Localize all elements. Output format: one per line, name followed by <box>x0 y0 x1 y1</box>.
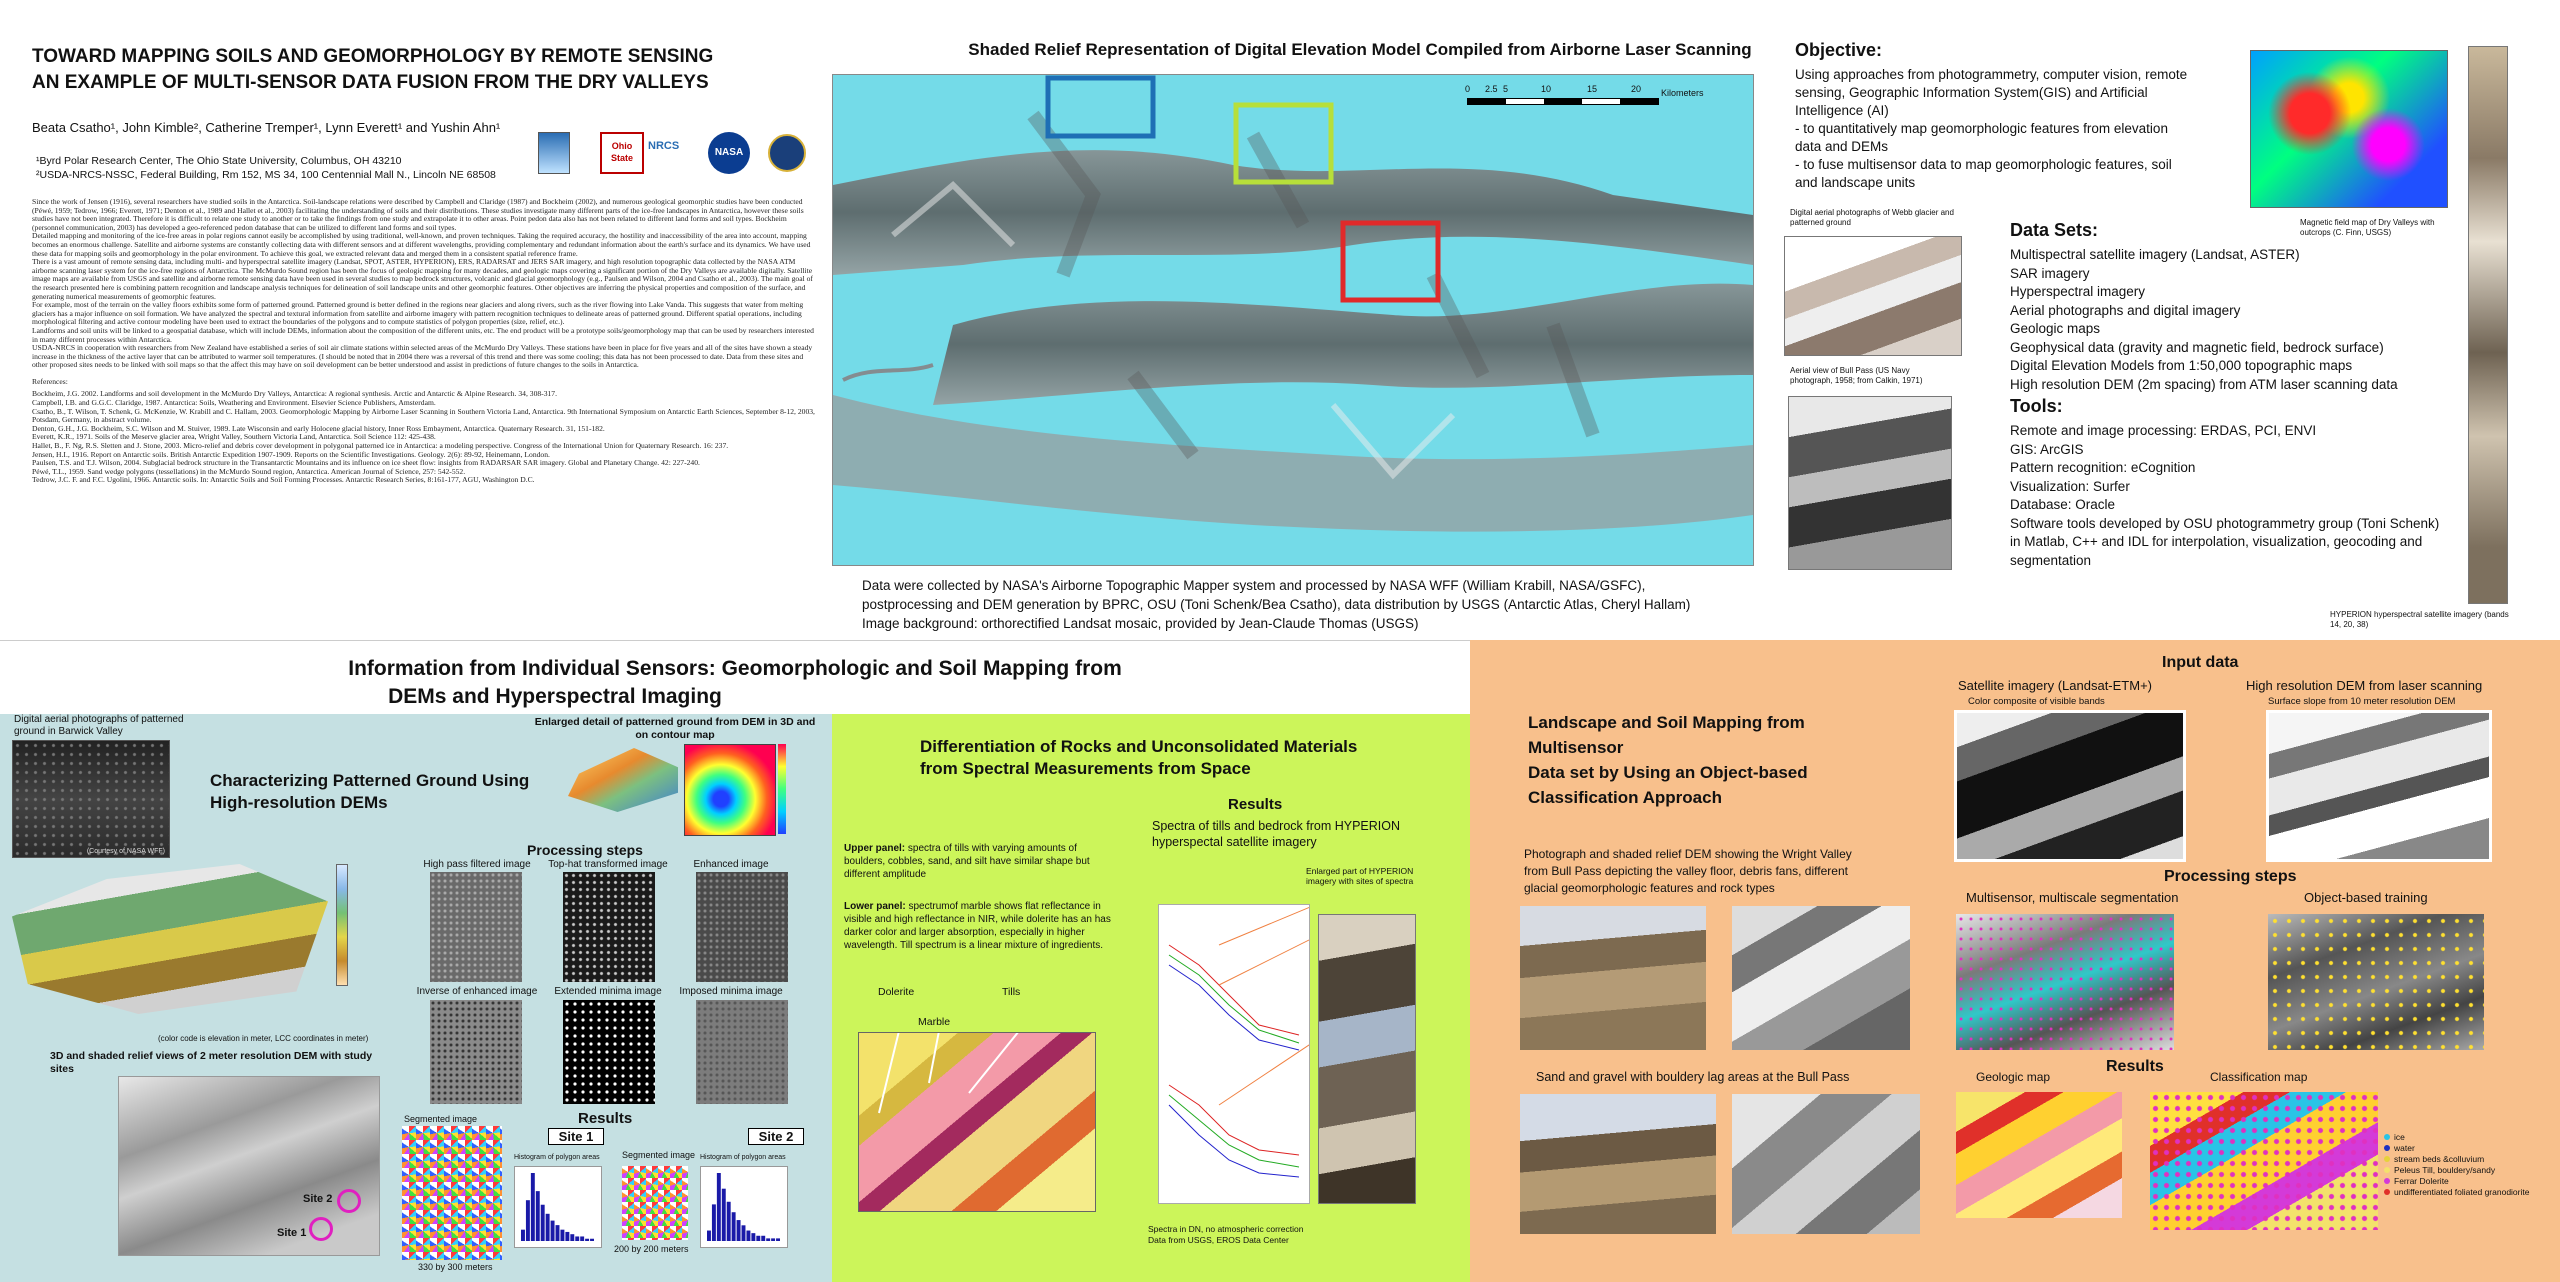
upper-panel-label: Upper panel: <box>844 843 906 854</box>
dataset-item: Hyperspectral imagery <box>2010 284 2146 299</box>
patterned-heading-line1: Characterizing Patterned Ground Using <box>210 771 530 790</box>
affiliation-2: ²USDA-NRCS-NSSC, Federal Building, Rm 152, MS 34, 100 Centennial Mall N., Lincoln NE 68508 <box>36 169 496 181</box>
webb-photo <box>1784 236 1962 356</box>
training-image <box>2268 914 2484 1050</box>
landscape-results-title: Results <box>2106 1058 2164 1075</box>
views-caption: 3D and shaded relief views of 2 meter resolution DEM with study sites <box>50 1050 373 1075</box>
segmented-label: Segmented image <box>404 1114 478 1124</box>
scale-tick: 15 <box>1587 84 1598 94</box>
site1-box: Site 1 <box>548 1128 604 1145</box>
objective-line: - to quantitatively map geomorphologic features from elevation <box>1795 121 2168 136</box>
histogram-bar <box>746 1231 750 1241</box>
histogram-bar <box>737 1220 741 1241</box>
histogram-bar <box>531 1173 535 1241</box>
tool-item: Database: Oracle <box>2010 497 2116 512</box>
histogram-bar <box>526 1200 530 1241</box>
rocks-title <box>920 736 1440 780</box>
reference-item: Paulsen, T.S. and T.J. Wilson, 2004. Subglacial bedrock structure in the Transantarctic Mountains and its influence on ice sheet flow: insights from RADARSAR SAR imagery. Global and Planetary Change. 42: 227-240. <box>32 458 700 468</box>
rocks-panel <box>832 714 1470 1282</box>
histogram-bar <box>756 1236 760 1241</box>
logo-nrcs-text: NRCS <box>648 140 680 152</box>
logo-nasa <box>708 132 750 174</box>
logo-nasa-text: NASA <box>714 147 744 158</box>
objective-line: sensing, Geographic Information System(GIS) and Artificial <box>1795 85 2148 100</box>
poster-title-line2: AN EXAMPLE OF MULTI-SENSOR DATA FUSION FROM THE DRY VALLEYS <box>32 72 709 93</box>
hyperion-enlarged-image <box>1318 914 1416 1204</box>
hyperion-caption: HYPERION hyperspectral satellite imagery (bands 14, 20, 38) <box>2330 610 2509 629</box>
hires-sub: Surface slope from 10 meter resolution DEM <box>2268 696 2456 707</box>
color-code-caption: (color code is elevation in meter, LCC coordinates in meter) <box>158 1034 369 1043</box>
histogram-bar <box>546 1214 550 1241</box>
legend-item <box>2384 1187 2560 1198</box>
dataset-item: SAR imagery <box>2010 265 2090 281</box>
scale-tick: 5 <box>1503 84 1509 94</box>
poster-header <box>32 44 812 96</box>
dem-caption <box>862 576 1762 633</box>
barwick-photo <box>12 740 170 858</box>
landscape-photo-caption <box>1524 846 1944 897</box>
legend-swatch <box>2384 1189 2390 1195</box>
classification-map-result <box>2150 1092 2378 1230</box>
reference-item: Tedrow, J.C. F. and F.C. Ugolini, 1966. Antarctic soils. In: Antarctic Soils and Soil Forming Processes. Antarctic Research Series, 8:161-177, AGU, Washington D.C. <box>32 475 535 485</box>
segmented-image-1 <box>402 1126 502 1260</box>
intro-paragraph: Detailed mapping and monitoring of the ice-free areas in polar regions cannot easily be accomplished by using traditional, well-known, and proven techniques. Taking the required accuracy, the hostility and inaccessibility of the area into account, mapping becomes an enormous challenge. Satellite and airborne systems are constantly collecting data with different sensors and at different wavelengths, providing complementary and redundant information about the earth's surface and its dynamics. We have used these data for mapping soils and geomorphology in the polar environment. To achieve this goal, we extracted relevant data and merged them in a consistent spatial reference frame. <box>32 231 811 258</box>
landscape-photo-line: glacial geomorphologic features and rock types <box>1524 881 1775 895</box>
histogram-bar <box>717 1173 721 1241</box>
objective-line: Intelligence (AI) <box>1795 103 1889 118</box>
geologic-map-rocks <box>858 1032 1096 1212</box>
objective-line: - to fuse multisensor data to map geomorphologic features, soil <box>1795 157 2172 172</box>
landscape-heading <box>1528 710 1888 810</box>
legend-label: Ferrar Dolerite <box>2394 1176 2449 1186</box>
tills-label: Tills <box>1002 986 1021 998</box>
histogram-bar <box>776 1238 780 1241</box>
size-label-1: 330 by 300 meters <box>418 1262 493 1272</box>
dataset-item: Multispectral satellite imagery (Landsat, ASTER) <box>2010 247 2300 262</box>
size-label-2: 200 by 200 meters <box>614 1244 689 1254</box>
reference-item: Csatho, B., T. Wilson, T. Schenk, G. McKenzie, W. Krabill and C. Hallam, 2003. Geomorphologic Mapping by Airborne Laser Scanning in Southern Victoria Land, Antarctica. 9th International Symposium on Antarctic Earth Sciences, September 8-12, 2003, Potsdam, Germany, in abstract volume. <box>32 406 815 425</box>
rocks-results-title: Results <box>1228 796 1283 813</box>
step-label: Extended minima image <box>554 986 662 997</box>
landscape-photo-line: from Bull Pass depicting the valley floor, debris fans, different <box>1524 864 1848 878</box>
input-title: Input data <box>2162 654 2239 671</box>
dataset-item: Aerial photographs and digital imagery <box>2010 302 2241 318</box>
site-2-label: Site 2 <box>303 1193 333 1205</box>
shaded-relief-view <box>118 1076 380 1256</box>
landscape-heading-line1: Landscape and Soil Mapping from Multisensor <box>1528 713 1805 757</box>
landscape-panel <box>1470 640 2560 1282</box>
dolerite-label: Dolerite <box>878 986 915 998</box>
dataset-item: Geophysical data (gravity and magnetic field, bedrock surface) <box>2010 339 2384 355</box>
histogram-bar <box>766 1238 770 1241</box>
histogram-bar <box>585 1239 589 1241</box>
histogram-bar <box>575 1236 579 1241</box>
logo-osu <box>600 132 644 174</box>
legend-label: stream beds &colluvium <box>2394 1154 2485 1164</box>
patterned-heading-line2: High-resolution DEMs <box>210 793 388 812</box>
lower-panel-label: Lower panel: <box>844 901 906 912</box>
sensors-title-line1: Information from Individual Sensors: Geomorphologic and Soil Mapping from <box>348 657 1122 680</box>
tool-item: GIS: ArcGIS <box>2010 441 2084 457</box>
histogram-bar <box>722 1189 726 1241</box>
marble-label: Marble <box>918 1016 951 1028</box>
segmented-image-2 <box>622 1166 688 1240</box>
intro-paragraph: USDA-NRCS in cooperation with researchers from New Zealand have established a series of soil air climate stations within selected areas of the McMurdo Dry Valleys. These stations have been in place for five years and all of the sites have shown a steady increase in the thickness of the active layer that can be attributed to warmer soil temperatures. (I should be noted that in 2004 there was a reversal of this trend and there was some cooling; this data has not been processed to date. Data from these sites and other proposed sites needs to be linked with soil maps so that the affect this may have on soil development can be better understood and assist in predictions of future changes to the soils in Antarctica. <box>32 343 813 370</box>
enlarged-hyperion-caption: Enlarged part of HYPERION imagery with sites of spectra <box>1306 866 1414 886</box>
legend-swatch <box>2384 1156 2390 1162</box>
legend-item <box>2384 1143 2560 1154</box>
objective-line: and landscape units <box>1795 175 1916 190</box>
site2-box: Site 2 <box>748 1128 804 1145</box>
histogram-bar <box>707 1231 711 1241</box>
legend-item <box>2384 1165 2560 1176</box>
histogram-bar <box>751 1233 755 1241</box>
satellite-sub: Color composite of visible bands <box>1968 696 2105 707</box>
histogram-bar <box>556 1225 560 1241</box>
legend-swatch <box>2384 1167 2390 1173</box>
reference-item: Péwé, T.L., 1959. Sand wedge polygons (tessellations) in the McMurdo Sound region, Antarctica. American Journal of Science, 257: 542-552. <box>32 466 466 476</box>
dem-caption-line: Data were collected by NASA's Airborne Topographic Mapper system and processed by NASA WFF (William Krabill, NASA/GSFC), <box>862 578 1646 593</box>
magnetic-map-caption: Magnetic field map of Dry Valleys with outcrops (C. Finn, USGS) <box>2300 218 2435 237</box>
step-label: High pass filtered image <box>423 859 531 870</box>
histogram-bar <box>560 1230 564 1241</box>
logo-bprc <box>538 132 570 174</box>
intro-paragraph: For example, most of the terrain on the valley floors exhibits some form of patterned ground. Patterned ground is better defined in the regions near glaciers and along rivers, such as the river flowing into Lake Vanda. This suggests that water from melting glaciers has a major influence on soil formation. We have analyzed the spectral and textural information from satellite and airborne imagery with pattern recognition techniques to delineate areas of patterned ground. Different spatial operations, including morphological filtering and active contour modeling have been used to extract the boundaries of the polygons and to compute statistics of polygon properties (size, relief, etc.). <box>32 300 804 327</box>
dataset-item: High resolution DEM (2m spacing) from ATM laser scanning data <box>2010 376 2398 392</box>
reference-item: Denton, G.H., J.G. Bockheim, S.C. Wilson and M. Stuiver, 1989. Late Wisconsin and early Holocene glacial history, Inner Ross Embayment, Antarctica. Quaternary Research. 31, 151-182. <box>32 423 605 433</box>
scale-bar <box>1465 84 1745 106</box>
legend-item <box>2384 1154 2560 1165</box>
logo-osu-text: Ohio State <box>610 141 633 163</box>
barwick-caption: Digital aerial photographs of patterned ground in Barwick Valley <box>14 714 184 737</box>
histogram-bar <box>536 1191 540 1241</box>
wright-valley-dem <box>1732 906 1910 1050</box>
tool-item: Pattern recognition: eCognition <box>2010 460 2196 475</box>
upper-panel-desc: spectra of tills with varying amounts of boulders, cobbles, sand, and silt have similar shape but different amplitude <box>844 843 1090 880</box>
objective-text <box>1795 66 2235 192</box>
step-label: Inverse of enhanced image <box>416 986 538 997</box>
histogram-bar <box>761 1236 765 1241</box>
dataset-item: Digital Elevation Models from 1:50,000 topographic maps <box>2010 358 2353 373</box>
scale-tick: 0 <box>1465 84 1471 94</box>
tool-item: Remote and image processing: ERDAS, PCI, ENVI <box>2010 423 2317 438</box>
dem-caption-line: Image background: orthorectified Landsat mosaic, provided by Jean-Claude Thomas (USGS) <box>862 616 1419 631</box>
step-image <box>430 872 522 982</box>
tools-title: Tools: <box>2010 396 2063 416</box>
intro-paragraph: There is a vast amount of remote sensing data, including multi- and hyperspectral satellite imagery (Landsat, SPOT, ASTER, HYPERION), ERS, RADARSAT and JERS SAR imagery, and high resolution topographic data collected by the NASA ATM airborne scanning laser system for the ice-free regions of Antarctica. The McMurdo Sound region has been the focus of geologic mapping for many decades, and geologic maps covering a significant portion of the Dry Valleys are available digitally. Satellite image maps are available from USGS and satellite and airborne remote sensing data have been used in several studies to map bedrock structures, volcanic and glacial geomorphology (e.g., Paulsen and Wilson, 2004 and Csatho et al., 2003). The main goal of the research presented here is combining pattern recognition and landscape analysis techniques for delineation of soil landscape units and other geomorphic features. Other objectives are inferring the physical properties and composition of the surface, and generating numerical measurements of geomorphic features. <box>32 257 813 301</box>
datasets-title: Data Sets: <box>2010 220 2099 240</box>
magnetic-map-image <box>2250 50 2448 208</box>
authors: Beata Csatho¹, John Kimble², Catherine Tremper¹, Lynn Everett¹ and Yushin Ahn¹ <box>32 120 501 135</box>
rocks-results-line: Spectra of tills and bedrock from HYPERION <box>1152 819 1401 833</box>
hyperion-strip <box>2468 46 2508 604</box>
dem-map <box>832 74 1754 566</box>
spectra-graphic <box>1159 905 1309 1203</box>
landscape-photo-line: Photograph and shaded relief DEM showing the Wright Valley <box>1524 847 1852 861</box>
step-label: Enhanced image <box>693 859 769 870</box>
sensors-header <box>0 640 1470 715</box>
histogram-bar <box>551 1221 555 1241</box>
landscape-heading-line3: Classification Approach <box>1528 788 1722 807</box>
histogram-1 <box>514 1166 602 1248</box>
enlarged-contour <box>684 744 776 836</box>
landscape-processing-title: Processing steps <box>2164 868 2297 885</box>
spectra-footnote-line: Data from USGS, EROS Data Center <box>1148 1235 1289 1245</box>
references-title: References: <box>32 376 68 386</box>
enlarged-caption: Enlarged detail of patterned ground from DEM in 3D and on contour map <box>534 716 816 741</box>
sensors-title-line2: DEMs and Hyperspectral Imaging <box>388 685 722 708</box>
spectra-footnote <box>1148 1224 1303 1246</box>
intro-paragraph: Landforms and soil units will be linked to a geospatial database, which will include DEMs, information about the composition of the different units, etc. The end product will be a prototype soils/geomorphology map that can be used by researchers interested in many different processes within Antarctica. <box>32 325 814 344</box>
slope-image <box>2266 710 2492 862</box>
training-label: Object-based training <box>2304 890 2428 905</box>
intro-text <box>32 198 817 485</box>
legend-label: water <box>2394 1143 2415 1153</box>
histogram-bar <box>580 1236 584 1241</box>
affiliation-1: ¹Byrd Polar Research Center, The Ohio State University, Columbus, OH 43210 <box>36 155 402 167</box>
geologic-map-pointers <box>859 1033 1095 1211</box>
histogram-title: Histogram of polygon areas <box>700 1154 786 1161</box>
spectra-plot <box>1158 904 1310 1204</box>
objective-title: Objective: <box>1795 40 1883 60</box>
processing-title: Processing steps <box>527 842 643 858</box>
classification-legend <box>2384 1132 2560 1198</box>
intro-paragraph: Since the work of Jensen (1916), several researchers have studied soils in the Antarctica. Soil-landscape relations were described by Campbell and Claridge (1987) and Bockheim (2002), and numerous geological geomorphic studies have been conducted (Péwé, 1959; Tedrow, 1966; Everett, 1971; Denton et al., 1989 and Hallet et al., 2003) facilitating the understanding of soils and their distributions. These studies investigate many different parts of the ice-free landscapes in Antarctica, however these soils studies have not been integrated. Therefore it is difficult to relate one study to another or to take the findings from one study and extrapolate it to other areas. Point pedon data also has not been related to different land forms and soil types. Bockheim (personnel communication, 2003) has developed a geo-referenced pedon database that can be utilized to different land forms and soil types. <box>32 197 804 232</box>
lower-panel-text <box>844 900 1114 952</box>
segmentation-label: Multisensor, multiscale segmentation <box>1966 890 2179 905</box>
photo-credit: (Courtesy of NASA WFF) <box>86 848 165 855</box>
histogram-bar <box>521 1230 525 1241</box>
legend-item <box>2384 1132 2560 1143</box>
reference-item: Campbell, I.B. and G.G.C. Claridge, 1987. Antarctica: Soils, Weathering and Environment. Elsevier Science Publishers, Amsterdam. <box>32 398 436 408</box>
dem-3d-view <box>12 864 328 1014</box>
lower-panel-desc: spectrumof marble shows flat reflectance in visible and high reflectance in NIR, while dolerite has an has darker color and larger absorption, especially in higher wavelength. Till spectrum is a linear mixture of ingredients. <box>844 901 1111 951</box>
segmented-label: Segmented image <box>622 1150 696 1160</box>
hires-label: High resolution DEM from laser scanning <box>2246 678 2483 693</box>
tools-list <box>2010 422 2490 570</box>
bull-pass-photo <box>1520 1094 1716 1234</box>
patterned-heading <box>210 770 540 814</box>
logo-nrcs <box>648 140 704 164</box>
objective-line: data and DEMs <box>1795 139 1889 154</box>
spectra-footnote-line: Spectra in DN, no atmospheric correction <box>1148 1224 1304 1234</box>
bull-pass-dem <box>1732 1094 1920 1234</box>
logo-seal <box>768 134 806 172</box>
geologic-map-result <box>1956 1092 2122 1218</box>
webb-caption: Digital aerial photographs of Webb glacier and patterned ground <box>1790 208 1954 227</box>
bull-caption: Aerial view of Bull Pass (US Navy photograph, 1958; from Calkin, 1971) <box>1790 366 1923 385</box>
bull-photo <box>1788 396 1952 570</box>
scale-unit: Kilometers <box>1661 88 1704 98</box>
histogram-bar <box>771 1238 775 1241</box>
tool-item: Visualization: Surfer <box>2010 478 2130 494</box>
legend-swatch <box>2384 1178 2390 1184</box>
histogram-bar <box>590 1239 594 1241</box>
tool-item: segmentation <box>2010 552 2092 568</box>
scale-tick: 10 <box>1541 84 1552 94</box>
legend-label: Peleus Till, bouldery/sandy <box>2394 1165 2496 1175</box>
objective-line: Using approaches from photogrammetry, computer vision, remote <box>1795 67 2188 82</box>
reference-item: Jensen, H.I., 1916. Report on Antarctic soils. British Antarctic Expedition 1907-1909. Reports on the Scientific Investigations. Geology. 2(6): 89-92, Heinemann, London. <box>32 449 550 459</box>
histogram-bar <box>565 1232 569 1241</box>
dem-caption-line: postprocessing and DEM generation by BPRC, OSU (Toni Schenk/Bea Csatho), data distribution by USGS (Antarctic Atlas, Cheryl Hallam) <box>862 597 1691 612</box>
site-1-label: Site 1 <box>277 1227 307 1239</box>
dem-title: Shaded Relief Representation of Digital Elevation Model Compiled from Airborne Laser Scanning <box>968 40 1752 59</box>
reference-item: Bockheim, J.G. 2002. Landforms and soil development in the McMurdo Dry Valleys, Antarctica: A regional synthesis. Arctic and Antarctic & Alpine Research. 34, 308-317. <box>32 389 557 399</box>
scale-tick: 2.5 <box>1485 84 1498 94</box>
dem-map-graphic <box>833 75 1753 565</box>
patterned-results-title: Results <box>578 1110 633 1127</box>
landscape-heading-line2: Data set by Using an Object-based <box>1528 763 1808 782</box>
tool-item: Software tools developed by OSU photogrammetry group (Toni Schenk) <box>2010 515 2440 531</box>
landsat-image <box>1954 710 2186 862</box>
histogram-bar <box>732 1212 736 1241</box>
segmentation-image <box>1956 914 2174 1050</box>
rocks-results-line: hyperspectal satellite imagery <box>1152 835 1317 849</box>
poster-title-line1: TOWARD MAPPING SOILS AND GEOMORPHOLOGY BY REMOTE SENSING <box>32 46 714 67</box>
rocks-title-line1: Differentiation of Rocks and Unconsolidated Materials <box>920 737 1358 756</box>
site-1-marker <box>309 1217 333 1241</box>
legend-swatch <box>2384 1145 2390 1151</box>
site-2-marker <box>337 1189 361 1213</box>
step-image <box>563 872 655 982</box>
upper-panel-text <box>844 842 1114 881</box>
tool-item: in Matlab, C++ and IDL for interpolation, visualization, geocoding and <box>2010 534 2423 549</box>
step-label: Top-hat transformed image <box>548 859 668 870</box>
scale-tick: 20 <box>1631 84 1642 94</box>
histogram-title: Histogram of polygon areas <box>514 1154 600 1161</box>
patterned-panel <box>0 714 832 1282</box>
step-image <box>696 872 788 982</box>
satellite-label: Satellite imagery (Landsat-ETM+) <box>1958 678 2152 693</box>
rocks-results-text <box>1152 818 1452 850</box>
step-label: Imposed minima image <box>679 986 783 997</box>
histogram-bar <box>570 1234 574 1241</box>
histogram-bar <box>712 1204 716 1241</box>
reference-item: Everett, K.R., 1971. Soils of the Meserve glacier area, Wright Valley, Southern Victoria Land, Antarctica. Soil Science 112: 425-438. <box>32 432 436 442</box>
step-image <box>563 1000 655 1104</box>
step-image <box>430 1000 522 1104</box>
legend-label: ice <box>2394 1132 2405 1142</box>
legend-item <box>2384 1176 2560 1187</box>
geologic-map-label: Geologic map <box>1976 1070 2051 1084</box>
step-image <box>696 1000 788 1104</box>
reference-item: Hallet, B., F. Ng, R.S. Sletten and J. Stone, 2003. Micro-relief and debris cover development in polygonal patterned ice in Antarctica: a modeling perspective. Congress of the International Union for Quaternary Research. 16: 237. <box>32 441 729 451</box>
wright-valley-photo <box>1520 906 1706 1050</box>
histogram-bar <box>727 1202 731 1241</box>
datasets-list <box>2010 246 2490 394</box>
elevation-colorbar <box>336 864 348 986</box>
enlarged-colorbar <box>778 744 786 834</box>
sand-caption: Sand and gravel with bouldery lag areas at the Bull Pass <box>1536 1070 1850 1084</box>
histogram-bar <box>541 1205 545 1241</box>
legend-label: undifferentiated foliated granodiorite <box>2394 1187 2530 1197</box>
classification-map-label: Classification map <box>2210 1070 2308 1084</box>
legend-swatch <box>2384 1134 2390 1140</box>
dataset-item: Geologic maps <box>2010 321 2101 336</box>
histogram-bar <box>742 1225 746 1241</box>
enlarged-3d <box>568 748 678 812</box>
rocks-title-line2: from Spectral Measurements from Space <box>920 759 1251 778</box>
histogram-2 <box>700 1166 788 1248</box>
